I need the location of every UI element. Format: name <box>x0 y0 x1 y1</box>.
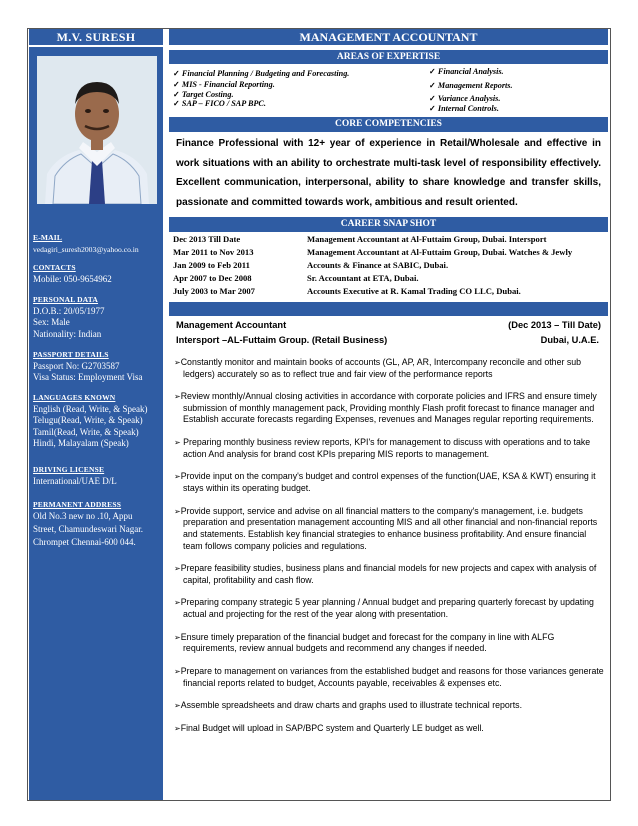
divider <box>29 45 163 47</box>
job-period: (Dec 2013 – Till Date) <box>508 320 601 330</box>
job-header <box>176 320 601 330</box>
passport-heading: PASSPORT DETAILS <box>33 350 109 359</box>
email-heading: E-MAIL <box>33 233 63 242</box>
job-location: Dubai, U.A.E. <box>540 335 599 345</box>
expertise-item: ✓ Internal Controls. <box>429 104 604 115</box>
duty-item: ➢ Ensure timely preparation of the financial budget and forecast for the company in line with ALFG requirements, review annual budgets and recommend any changes if needed. <box>174 632 604 655</box>
email-address[interactable]: vedagiri_suresh2003@yahoo.co.in <box>33 244 139 254</box>
expertise-item: ✓ Management Reports. <box>429 81 604 92</box>
duties-list <box>174 357 604 746</box>
duty-item: ➢ Prepare to management on variances from the established budget and reasons for those variances generate financial reports related to budget, Accounts payable, receivables & expenses etc. <box>174 666 604 689</box>
language-item: English (Read, Write, & Speak) <box>33 403 148 414</box>
career-role: Sr. Accountant at ETA, Dubai. <box>307 273 419 283</box>
contact-email-section <box>33 232 161 255</box>
career-role: Management Accountant at Al-Futtaim Group, Dubai. Watches & Jewly <box>307 247 573 257</box>
license-section <box>33 464 161 487</box>
expertise-header: AREAS OF EXPERTISE <box>169 50 608 64</box>
languages-heading: LANGUAGES KNOWN <box>33 393 116 402</box>
duty-item: ➢ Review monthly/Annual closing activities in accordance with corporate policies and IFRS and ensure timely submission of monthly management pack, Providing monthly Flash profit forecast to finance manager and Establish accurate forecasts regarding Expenses, revenues and Manages regular reporting requirements. <box>174 391 604 426</box>
personal-data-section <box>33 294 161 340</box>
passport-number: Passport No: G2703587 <box>33 360 120 371</box>
job-title-header: MANAGEMENT ACCOUNTANT <box>169 29 608 45</box>
career-table <box>170 233 607 298</box>
languages-section <box>33 392 161 450</box>
duty-item: ➢ Provide input on the company's budget and control expenses of the function(UAE, KSA & KWT) ensuring it stays within its operating budget. <box>174 471 604 494</box>
address-line: Street, Chamundeswari Nagar. <box>33 524 143 534</box>
expertise-item: ✓ SAP – FICO / SAP BPC. <box>173 99 423 110</box>
driving-license: International/UAE D/L <box>33 475 117 486</box>
career-date: Mar 2011 to Nov 2013 <box>173 247 254 257</box>
career-date: Dec 2013 Till Date <box>173 234 241 244</box>
expertise-left-list <box>173 69 423 109</box>
address-line: Chrompet Chennai-600 044. <box>33 537 136 547</box>
career-role: Accounts Executive at R. Kamal Trading CO LLC, Dubai. <box>307 286 521 296</box>
expertise-item: ✓ Target Costing. <box>173 90 423 101</box>
address-heading: PERMANENT ADDRESS <box>33 500 122 509</box>
nationality: Nationality: Indian <box>33 328 102 339</box>
sex: Sex: Male <box>33 317 70 327</box>
expertise-right-list <box>429 67 604 114</box>
duty-item: ➢ Provide support, service and advise on all financial matters to the company's management, i.e. budgets preparation and presentation management accounting MIS and all other financial and non-financial reports and statements. Establish key financial strategies to enhance business profitability. And ensure financial team follows company policies and regulations. <box>174 506 604 552</box>
duty-item: ➢ Prepare feasibility studies, business plans and financial models for new projects and capex with analysis of capital, profitability and cash flow. <box>174 563 604 586</box>
core-competencies-header: CORE COMPETENCIES <box>169 117 608 132</box>
career-row <box>170 246 607 259</box>
job-company-line <box>176 335 601 345</box>
career-row <box>170 272 607 285</box>
date-of-birth: D.O.B.: 20/05/1977 <box>33 305 105 316</box>
address-section <box>33 499 161 549</box>
visa-status: Visa Status: Employment Visa <box>33 372 143 382</box>
license-heading: DRIVING LICENSE <box>33 465 105 474</box>
career-date: Jan 2009 to Feb 2011 <box>173 260 250 270</box>
expertise-item: ✓ Financial Planning / Budgeting and Forecasting. <box>173 69 423 80</box>
duty-item: ➢ Assemble spreadsheets and draw charts and graphs used to illustrate technical reports. <box>174 700 604 712</box>
duty-item: ➢ Preparing company strategic 5 year planning / Annual budget and preparing quarterly forecast by updating actual and projecting for the rest of the year along with presentation. <box>174 597 604 620</box>
profile-photo <box>37 56 157 204</box>
address-line: Old No.3 new no .10, Appu <box>33 511 133 521</box>
mobile-number: Mobile: 050-9654962 <box>33 273 112 284</box>
career-snapshot-header: CAREER SNAP SHOT <box>169 217 608 232</box>
career-date: Apr 2007 to Dec 2008 <box>173 273 252 283</box>
section-divider-bar <box>169 302 608 316</box>
contacts-heading: CONTACTS <box>33 263 76 272</box>
duty-item: ➢ Constantly monitor and maintain books of accounts (GL, AP, AR, Intercompany reconcile and other sub ledgers) accurately so as to reflect true and fair view of the performance reports <box>174 357 604 380</box>
career-row <box>170 285 607 298</box>
career-row <box>170 259 607 272</box>
expertise-item: ✓ MIS - Financial Reporting. <box>173 80 423 91</box>
career-date: July 2003 to Mar 2007 <box>173 286 255 296</box>
duty-item: ➢ Final Budget will upload in SAP/BPC system and Quarterly LE budget as well. <box>174 723 604 735</box>
job-company: Intersport –AL-Futtaim Group. (Retail Business) <box>176 335 388 345</box>
job-position: Management Accountant <box>176 320 287 330</box>
personal-data-heading: PERSONAL DATA <box>33 295 99 304</box>
passport-section <box>33 349 161 384</box>
core-competencies-text: Finance Professional with 12+ year of experience in Retail/Wholesale and effective in work situations with an ability to orchestrate multi-task level of responsibility effectively. Excellent communication, interpersonal, ability to share knowledge and transfer skills, passionate and committed towards work, ambitious and result oriented. <box>176 138 601 208</box>
career-role: Accounts & Finance at SABIC, Dubai. <box>307 260 449 270</box>
career-row <box>170 233 607 246</box>
expertise-item: ✓ Variance Analysis. <box>429 94 604 105</box>
candidate-name: M.V. SURESH <box>56 30 136 44</box>
language-item: Telugu(Read, Write, & Speak) <box>33 415 143 425</box>
expertise-item: ✓ Financial Analysis. <box>429 67 604 78</box>
duty-item: ➢ Preparing monthly business review reports, KPI's for management to discuss with operations and to take action And analysis for brand cost KPIs preparing MIS reports to management. <box>174 437 604 460</box>
career-role: Management Accountant at Al-Futtaim Group, Dubai. Intersport <box>307 234 547 244</box>
contacts-section <box>33 262 161 285</box>
language-item: Tamil(Read, Write, & Speak) <box>33 426 139 437</box>
language-item: Hindi, Malayalam (Speak) <box>33 438 129 448</box>
